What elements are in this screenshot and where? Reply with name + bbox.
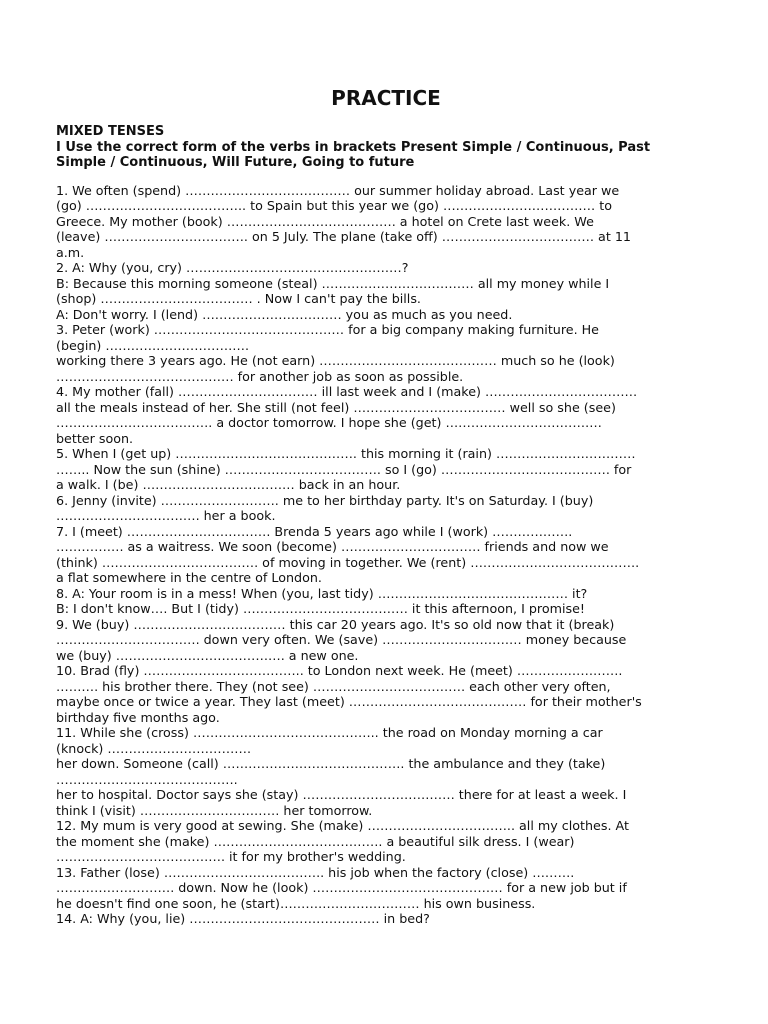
exercise-line: B: Because this morning someone (steal) ……………………………… all my money while I <box>56 275 610 291</box>
exercise-line: 6. Jenny (invite) ………………………. me to her birthday party. It's on Saturday. I (buy) <box>56 492 594 508</box>
instruction-line: I Use the correct form of the verbs in brackets Present Simple / Continuous, Past <box>56 139 651 155</box>
exercise-line: 7. I (meet) ……………………………. Brenda 5 years ago while I (work) ………………. <box>56 523 573 539</box>
exercise-line: the moment she (make) …………………………………. a beautiful silk dress. I (wear) <box>56 833 575 849</box>
exercise-line: …….. Now the sun (shine) ………………………………. so I (go) …………………………………. for <box>56 461 632 477</box>
exercise-line: he doesn't find one soon, he (start)…………………………… his own business. <box>56 895 536 911</box>
exercise-line: ……………………………………. <box>56 771 238 787</box>
instructions <box>56 140 716 171</box>
exercise-line: a flat somewhere in the centre of London. <box>56 570 322 585</box>
exercise-list <box>56 183 716 927</box>
exercise-line: Greece. My mother (book) …………………………………. a hotel on Crete last week. We <box>56 213 594 229</box>
exercise-line: 9. We (buy) ……………………………… this car 20 years ago. It's so old now that it (break) <box>56 616 615 632</box>
exercise-line: ………………………. down. Now he (look) ……………………………………… for a new job but if <box>56 880 627 895</box>
exercise-line: think I (visit) …………………………… her tomorrow. <box>56 802 373 818</box>
exercise-line: ………. his brother there. They (not see) ……………………………… each other very often, <box>56 678 611 694</box>
exercise-line: (shop) ……………………………… . Now I can't pay the bills. <box>56 291 421 306</box>
worksheet-page <box>56 84 716 927</box>
exercise-line: 11. While she (cross) …………………………………….. the road on Monday morning a car <box>56 725 603 740</box>
exercise-line: 4. My mother (fall) …………………………… ill last week and I (make) ……………………………… <box>56 384 638 399</box>
exercise-line: 13. Father (lose) ……………………………….. his job when the factory (close) ………. <box>56 864 575 880</box>
exercise-line: 10. Brad (fly) ……………………………….. to London next week. He (meet) ……………………. <box>56 663 623 678</box>
instruction-line: Simple / Continuous, Will Future, Going to future <box>56 155 415 170</box>
exercise-line: (think) ………………………………. of moving in together. We (rent) …………………………………. <box>56 554 640 570</box>
exercise-line: 1. We often (spend) ………………………………… our summer holiday abroad. Last year we <box>56 182 620 198</box>
exercise-line: …………………………………. it for my brother's wedding. <box>56 849 406 864</box>
exercise-line: (leave) ……………………………. on 5 July. The plane (take off) ……………………………… at 11 <box>56 229 631 244</box>
section-subtitle: MIXED TENSES <box>56 124 165 139</box>
page-title: PRACTICE <box>331 86 441 110</box>
exercise-line: (knock) ……………………………. <box>56 740 252 756</box>
exercise-line: B: I don't know…. But I (tidy) ………………………………… it this afternoon, I promise! <box>56 601 586 616</box>
exercise-line: a.m. <box>56 244 85 260</box>
exercise-line: her down. Someone (call) ……………………………………. the ambulance and they (take) <box>56 756 606 771</box>
exercise-line: 2. A: Why (you, cry) ……………………………………………? <box>56 260 409 275</box>
exercise-line: …………………………………… for another job as soon as possible. <box>56 368 464 384</box>
exercise-line: 14. A: Why (you, lie) ……………………………………… in bed? <box>56 911 430 926</box>
exercise-line: (begin) ……………………………. <box>56 337 250 353</box>
exercise-line: ………………………………. a doctor tomorrow. I hope she (get) ………………………………. <box>56 415 602 430</box>
exercise-line: we (buy) …………………………………. a new one. <box>56 647 359 663</box>
exercise-line: A: Don't worry. I (lend) …………………………… you as much as you need. <box>56 306 513 322</box>
exercise-line: maybe once or twice a year. They last (meet) …………………………………… for their mother's <box>56 694 642 709</box>
exercise-line: all the meals instead of her. She still (not feel) ……………………………… well so she (see) <box>56 399 616 415</box>
exercise-line: 5. When I (get up) ……………………………………. this morning it (rain) …………………………… <box>56 446 636 461</box>
exercise-line: ……………………………. down very often. We (save) …………………………… money because <box>56 632 627 647</box>
exercise-line: 3. Peter (work) ……………………………………… for a big company making furniture. He <box>56 322 599 337</box>
exercise-line: ……………………………. her a book. <box>56 508 276 523</box>
exercise-line: working there 3 years ago. He (not earn) …………………………………… much so he (look) <box>56 353 615 368</box>
exercise-line: ……………. as a waitress. We soon (become) …………………………… friends and now we <box>56 539 609 554</box>
exercise-line: 8. A: Your room is in a mess! When (you, last tidy) ……………………………………… it? <box>56 585 588 601</box>
exercise-line: her to hospital. Doctor says she (stay) ……………………………… there for at least a week. I <box>56 787 627 802</box>
exercise-line: better soon. <box>56 430 134 446</box>
exercise-line: (go) ……………………………….. to Spain but this year we (go) ……………………………… to <box>56 198 612 213</box>
exercise-line: 12. My mum is very good at sewing. She (make) …………………………….. all my clothes. At <box>56 818 629 833</box>
exercise-line: birthday five months ago. <box>56 709 220 725</box>
exercise-line: a walk. I (be) ……………………………… back in an hour. <box>56 477 401 492</box>
